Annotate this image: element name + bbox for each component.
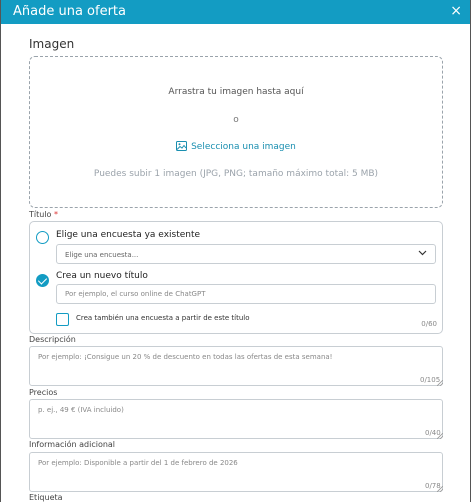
- title-label-text: Título: [29, 210, 52, 219]
- additional-info-counter: 0/78: [425, 482, 441, 490]
- required-mark: *: [53, 210, 58, 219]
- create-survey-checkbox[interactable]: [56, 313, 69, 326]
- survey-select[interactable]: [56, 244, 436, 264]
- create-survey-label: Crea también una encuesta a partir de este título: [76, 314, 250, 322]
- title-counter: 0/60: [421, 320, 437, 328]
- prices-textarea[interactable]: [29, 399, 443, 439]
- radio-new-title[interactable]: [36, 274, 49, 287]
- dropzone-drag-text: Arrastra tu imagen hasta aquí: [168, 87, 304, 97]
- modal-title: Añade una oferta: [13, 4, 126, 19]
- title-label: [29, 210, 58, 219]
- image-dropzone[interactable]: [29, 56, 443, 208]
- dropzone-or-text: o: [233, 115, 239, 125]
- select-image-label: Selecciona una imagen: [191, 142, 296, 152]
- prices-counter: 0/40: [425, 429, 441, 437]
- description-counter: 0/105: [420, 376, 441, 384]
- description-textarea[interactable]: [29, 346, 443, 386]
- additional-info-textarea[interactable]: [29, 452, 443, 492]
- resize-handle-icon[interactable]: [437, 433, 443, 439]
- chevron-down-icon: [418, 250, 427, 256]
- new-title-input[interactable]: [56, 284, 436, 304]
- close-icon[interactable]: ×: [450, 3, 462, 19]
- modal-header: [1, 0, 470, 24]
- existing-survey-label: Elige una encuesta ya existente: [56, 230, 201, 240]
- image-heading: Imagen: [29, 37, 75, 51]
- select-image-button[interactable]: [30, 141, 442, 152]
- survey-select-value: Elige una encuesta...: [65, 251, 139, 259]
- resize-handle-icon[interactable]: [437, 486, 443, 492]
- modal-content: [1, 24, 471, 502]
- radio-existing-survey[interactable]: [36, 231, 49, 244]
- new-title-label: Crea un nuevo título: [56, 271, 148, 281]
- tag-label: Etiqueta: [29, 493, 63, 502]
- title-options-box: [29, 221, 443, 334]
- dropzone-hint: Puedes subir 1 imagen (JPG, PNG; tamaño máximo total: 5 MB): [93, 169, 379, 179]
- prices-label: Precios: [29, 388, 58, 397]
- image-icon: [176, 141, 187, 151]
- additional-info-label: Información adicional: [29, 440, 116, 449]
- resize-handle-icon[interactable]: [437, 380, 443, 386]
- description-label: Descripción: [29, 335, 76, 344]
